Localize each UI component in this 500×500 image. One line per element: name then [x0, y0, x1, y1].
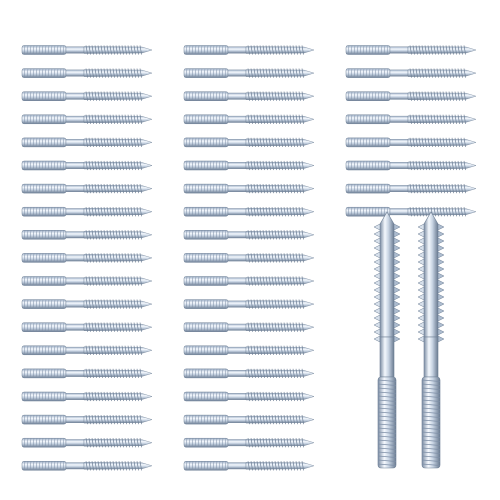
- hanger-bolt: [346, 45, 476, 54]
- hanger-bolt: [22, 323, 152, 332]
- hanger-bolt: [22, 461, 152, 470]
- hanger-bolt: [346, 207, 476, 216]
- hanger-bolt: [184, 346, 314, 355]
- hanger-bolt: [184, 461, 314, 470]
- hanger-bolt: [346, 161, 476, 170]
- hanger-bolt: [184, 253, 314, 262]
- hanger-bolt: [22, 369, 152, 378]
- hanger-bolt: [22, 276, 152, 285]
- hanger-bolt: [184, 45, 314, 54]
- hanger-bolt: [184, 438, 314, 447]
- hanger-bolt: [184, 392, 314, 401]
- hanger-bolt: [346, 115, 476, 124]
- hanger-bolt: [184, 415, 314, 424]
- hanger-bolt: [184, 69, 314, 78]
- hanger-bolt: [184, 369, 314, 378]
- hanger-bolt: [22, 230, 152, 239]
- hanger-bolt: [184, 161, 314, 170]
- hanger-bolt: [22, 438, 152, 447]
- hanger-bolt: [346, 184, 476, 193]
- hanger-bolt: [22, 138, 152, 147]
- hanger-bolt: [22, 346, 152, 355]
- hanger-bolt: [22, 45, 152, 54]
- hanger-bolt: [22, 92, 152, 101]
- hanger-bolt: [184, 184, 314, 193]
- hanger-bolt: [184, 138, 314, 147]
- hanger-bolt: [184, 276, 314, 285]
- hanger-bolt: [22, 69, 152, 78]
- hanger-bolt: [184, 323, 314, 332]
- hanger-bolt: [184, 207, 314, 216]
- hanger-bolt: [22, 184, 152, 193]
- hanger-bolt: [184, 92, 314, 101]
- hanger-bolt: [184, 300, 314, 309]
- hanger-bolt: [22, 253, 152, 262]
- hanger-bolt: [22, 392, 152, 401]
- hanger-bolt: [22, 300, 152, 309]
- hanger-bolt: [22, 115, 152, 124]
- hanger-bolt: [346, 138, 476, 147]
- hanger-bolt: [22, 415, 152, 424]
- hanger-bolt: [346, 69, 476, 78]
- hanger-bolt: [22, 161, 152, 170]
- hanger-bolt: [22, 207, 152, 216]
- hanger-bolt: [346, 92, 476, 101]
- hanger-bolt: [184, 115, 314, 124]
- hanger-bolt: [184, 230, 314, 239]
